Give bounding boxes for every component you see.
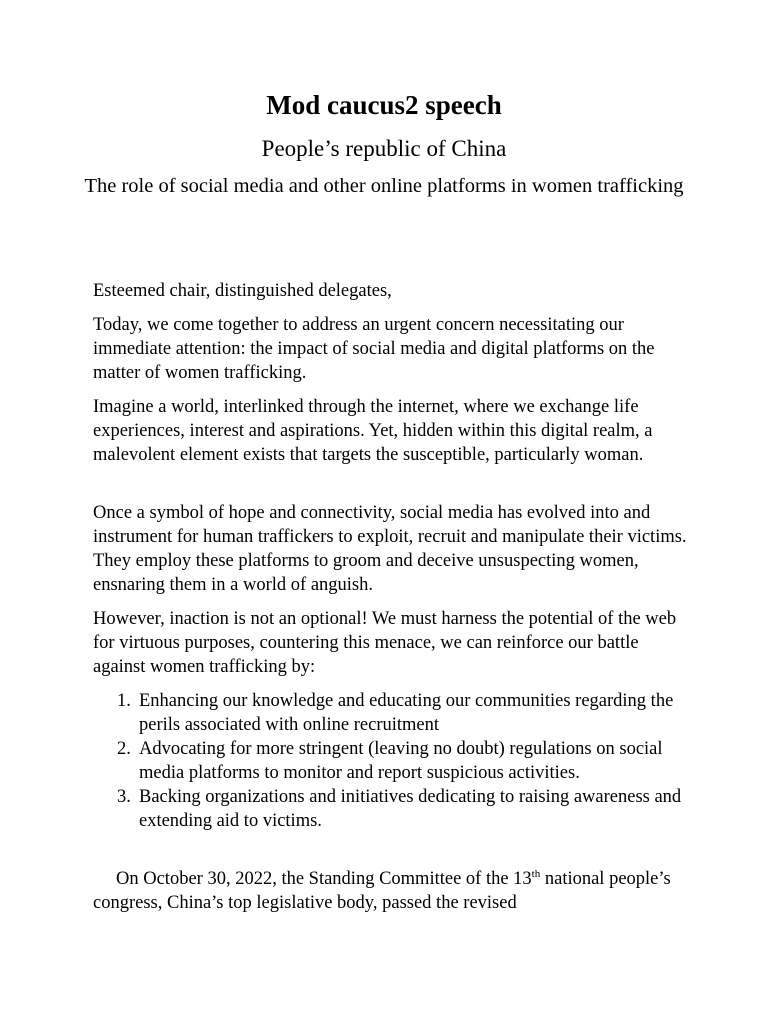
- paragraph-social-media: Once a symbol of hope and connectivity, social media has evolved into and instrument for human traffickers to exploit, recruit and manipulate their victims. They employ these platforms to groom and deceive unsuspecting women, ensnaring them in a world of anguish.: [93, 503, 687, 595]
- list-item: [93, 689, 693, 737]
- paragraph-closing: [93, 867, 693, 915]
- greeting-paragraph: Esteemed chair, distinguished delegates,: [93, 281, 392, 301]
- list-item-text: Enhancing our knowledge and educating our communities regarding the perils associated with online recruitment: [139, 691, 674, 735]
- list-item-text: Advocating for more stringent (leaving no doubt) regulations on social media platforms to monitor and report suspicious activities.: [139, 739, 663, 783]
- paragraph-intro: Today, we come together to address an urgent concern necessitating our immediate attention: the impact of social media and digital platforms on the matter of women trafficking.: [93, 315, 655, 383]
- list-item: [93, 785, 693, 833]
- document-title: Mod caucus2 speech: [266, 90, 502, 120]
- closing-text-start: On October 30, 2022, the Standing Committee of the 13: [116, 869, 532, 889]
- closing-text-end: national people’s congress, China’s top legislative body, passed the revised: [93, 869, 671, 913]
- list-item: [93, 737, 693, 785]
- ordinal-superscript: th: [531, 867, 541, 880]
- country-heading: People’s republic of China: [261, 136, 507, 161]
- paragraph-action: However, inaction is not an optional! We must harness the potential of the web for virtuous purposes, countering this menace, we can reinforce our battle against women trafficking by:: [93, 609, 677, 677]
- topic-heading: The role of social media and other online platforms in women trafficking: [84, 175, 684, 197]
- paragraph-imagine: Imagine a world, interlinked through the internet, where we exchange life experiences, interest and aspirations. Yet, hidden within this digital realm, a malevolent element exists that targets the susceptible, particularly woman.: [93, 397, 653, 465]
- list-item-text: Backing organizations and initiatives dedicating to raising awareness and extending aid to victims.: [139, 787, 682, 831]
- list-number: 3.: [117, 787, 131, 807]
- list-number: 2.: [117, 739, 131, 759]
- measures-list: [93, 689, 693, 833]
- list-number: 1.: [117, 691, 131, 711]
